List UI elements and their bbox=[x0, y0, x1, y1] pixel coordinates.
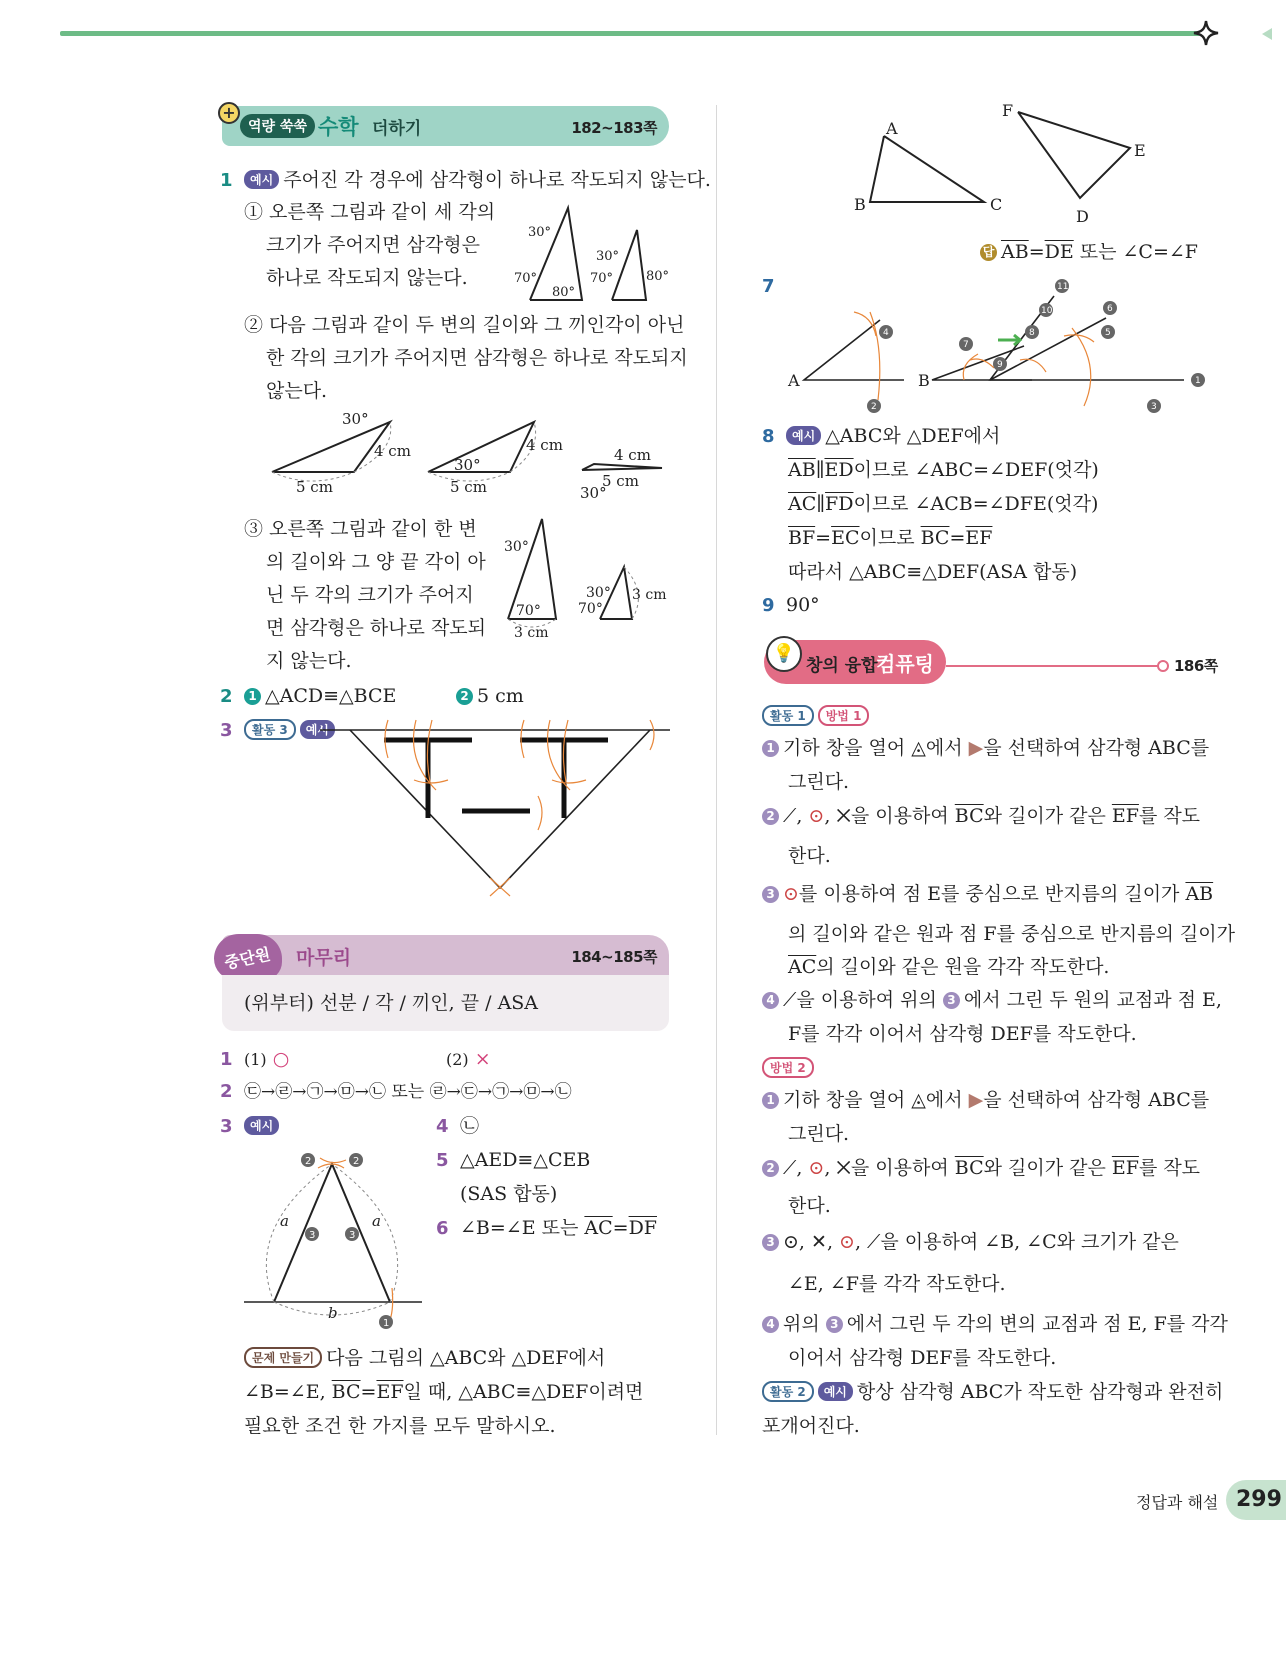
svg-text:70°: 70° bbox=[578, 601, 603, 617]
m1-step1: 1 기하 창을 열어 ◬에서 ▶을 선택하여 삼각형 ABC를 bbox=[762, 732, 1209, 764]
svg-text:3 cm: 3 cm bbox=[632, 587, 667, 603]
svg-text:5 cm: 5 cm bbox=[296, 478, 333, 496]
svg-text:8: 8 bbox=[1029, 328, 1035, 338]
m1-step3-line3: $\overline{AC}$의 길이와 같은 원을 각각 작도한다. bbox=[788, 956, 1110, 978]
q8-line5: 따라서 △ABC≡△DEF(ASA 합동) bbox=[788, 561, 1078, 583]
m1-step3: 3 ⊙를 이용하여 점 E를 중심으로 반지름의 길이가 $\overline{AB}$ bbox=[762, 878, 1213, 910]
svg-text:70°: 70° bbox=[590, 271, 614, 286]
compass-icon: ⊙ bbox=[839, 1231, 855, 1253]
case1-line3: 하나로 작도되지 않는다. bbox=[266, 267, 468, 289]
make-problem-line2: ∠B=∠E, $\overline{BC}=\overline{EF}$일 때, △ABC≡△DEF이려면 bbox=[244, 1381, 644, 1403]
question-9: 9 90° bbox=[762, 594, 820, 616]
case3-line1: ③ 오른쪽 그림과 같이 한 변 bbox=[244, 518, 477, 540]
example-tag: 예시 bbox=[244, 1116, 279, 1135]
svg-text:30°: 30° bbox=[586, 585, 611, 601]
compass-icon: ⊙ bbox=[808, 805, 825, 827]
review-q1-part2: (2) × bbox=[446, 1048, 491, 1070]
activity-method-tags: 활동 1 방법 1 bbox=[762, 700, 873, 732]
question-7: 7 bbox=[762, 276, 775, 297]
figure-angle-construction bbox=[784, 276, 1204, 416]
lightbulb-icon: 💡 bbox=[766, 636, 802, 672]
svg-text:B: B bbox=[918, 371, 930, 390]
figure-isosceles-construction bbox=[244, 1148, 424, 1338]
review-q4: 4 ㉡ bbox=[436, 1115, 480, 1137]
polygon-icon: ▶ bbox=[968, 737, 984, 759]
page-ref: 186쪽 bbox=[1174, 657, 1218, 675]
segment-icon: ⟋ bbox=[783, 989, 797, 1011]
svg-text:B: B bbox=[854, 195, 866, 214]
svg-text:3 cm: 3 cm bbox=[514, 625, 549, 641]
svg-text:2: 2 bbox=[871, 402, 877, 412]
m2-step4-line2: 이어서 삼각형 DEF를 작도한다. bbox=[788, 1347, 1057, 1369]
svg-text:11: 11 bbox=[1057, 282, 1069, 292]
answer-badge: 답 bbox=[980, 244, 997, 261]
m1-step2-line2: 한다. bbox=[788, 845, 831, 867]
m1-step4-line2: F를 각각 이어서 삼각형 DEF를 작도한다. bbox=[788, 1023, 1137, 1045]
svg-text:30°: 30° bbox=[504, 539, 529, 555]
figure-triangles-abc-def bbox=[850, 101, 1150, 226]
svg-text:1: 1 bbox=[1195, 376, 1201, 386]
case3-line3: 닌 두 각의 크기가 주어지 bbox=[266, 584, 474, 606]
page-ref: 184~185쪽 bbox=[571, 948, 657, 966]
summary-box bbox=[222, 975, 669, 1031]
svg-text:70°: 70° bbox=[514, 271, 538, 286]
svg-text:80°: 80° bbox=[552, 285, 576, 300]
example-tag: 예시 bbox=[300, 720, 335, 739]
svg-text:5 cm: 5 cm bbox=[450, 478, 487, 496]
svg-text:4: 4 bbox=[883, 328, 889, 338]
m2-step4: 4 위의 3 에서 그린 두 각의 변의 교점과 점 E, F를 각각 bbox=[762, 1308, 1228, 1340]
m2-step3-line2: ∠E, ∠F를 각각 작도한다. bbox=[788, 1273, 1006, 1295]
intersection-icon: ✕ bbox=[836, 805, 851, 827]
svg-text:3: 3 bbox=[349, 1230, 356, 1241]
question-3: 3 활동 3 예시 bbox=[220, 714, 339, 746]
svg-text:30°: 30° bbox=[454, 456, 481, 474]
figure-construction-face bbox=[320, 720, 670, 890]
m1-step4: 4 ⟋을 이용하여 위의 3 에서 그린 두 원의 교점과 점 E, bbox=[762, 984, 1222, 1016]
polygon-icon: ▶ bbox=[968, 1089, 984, 1111]
page-ref: 182~183쪽 bbox=[571, 119, 657, 137]
m2-step1-line2: 그린다. bbox=[788, 1123, 850, 1145]
case2-line2: 한 각의 크기가 주어지면 삼각형은 하나로 작도되지 bbox=[266, 347, 688, 369]
make-problem-line3: 필요한 조건 한 가지를 모두 말하시오. bbox=[244, 1415, 556, 1437]
tool-icon: ◬ bbox=[911, 1089, 926, 1111]
q8-line2: $\overline{AB}\parallel\overline{ED}$이므로 ∠ABC=∠DEF(엇각) bbox=[788, 459, 1099, 481]
figure-three-angles bbox=[508, 200, 678, 310]
svg-text:2: 2 bbox=[353, 1156, 360, 1167]
q8-line3: $\overline{AC}\parallel\overline{FD}$이므로 ∠ACB=∠DFE(엇각) bbox=[788, 493, 1099, 515]
m2-step3: 3 ⊙, ✕, ⊙, ⟋을 이용하여 ∠B, ∠C와 크기가 같은 bbox=[762, 1226, 1179, 1258]
review-q5-note: (SAS 합동) bbox=[460, 1183, 558, 1205]
svg-text:D: D bbox=[1076, 207, 1089, 226]
svg-text:1: 1 bbox=[383, 1318, 390, 1329]
column-divider bbox=[716, 105, 717, 1435]
svg-text:5: 5 bbox=[1105, 328, 1111, 338]
activity-tag: 활동 3 bbox=[244, 719, 296, 740]
svg-text:a: a bbox=[372, 1212, 381, 1230]
svg-text:70°: 70° bbox=[516, 603, 541, 619]
summary-text: (위부터) 선분 / 각 / 끼인, 끝 / ASA bbox=[244, 992, 539, 1014]
badge: 역량 쑥쑥 bbox=[240, 114, 315, 138]
case2-line3: 않는다. bbox=[266, 380, 328, 402]
svg-text:9: 9 bbox=[997, 360, 1003, 370]
sparkle-icon bbox=[1193, 20, 1219, 46]
answer-marker-1: 1 bbox=[244, 688, 261, 705]
example-tag: 예시 bbox=[244, 170, 279, 189]
question-2-part2: 2 5 cm bbox=[456, 680, 524, 712]
question-1: 1 예시 주어진 각 경우에 삼각형이 하나로 작도되지 않는다. bbox=[220, 169, 711, 191]
m2-step1: 1 기하 창을 열어 ◬에서 ▶을 선택하여 삼각형 ABC를 bbox=[762, 1084, 1209, 1116]
ray-icon: ⟋ bbox=[783, 805, 797, 827]
m1-step2: 2 ⟋, ⊙, ✕을 이용하여 $\overline{BC}$와 길이가 같은 $\overline{EF}$를 작도 bbox=[762, 800, 1200, 832]
circle-through-point-icon: ⊙ bbox=[783, 1231, 799, 1253]
title-math: 수학 bbox=[318, 115, 359, 139]
svg-text:6: 6 bbox=[1107, 304, 1113, 314]
ray-icon: ⟋ bbox=[783, 1157, 797, 1179]
top-rule bbox=[60, 31, 1200, 36]
m2-step2-line2: 한다. bbox=[788, 1195, 831, 1217]
svg-text:3: 3 bbox=[1151, 402, 1157, 412]
review-q1: 1 (1) ○ bbox=[220, 1048, 290, 1070]
svg-text:4 cm: 4 cm bbox=[374, 442, 411, 460]
svg-text:7: 7 bbox=[963, 340, 969, 350]
svg-text:30°: 30° bbox=[580, 484, 607, 502]
case3-line4: 면 삼각형은 하나로 작도되 bbox=[266, 617, 487, 639]
review-q3: 3 예시 bbox=[220, 1110, 283, 1142]
title-plus: 더하기 bbox=[372, 119, 422, 139]
question-8: 8 예시 △ABC와 △DEF에서 bbox=[762, 425, 1001, 447]
svg-text:A: A bbox=[788, 371, 800, 390]
answer-marker-2: 2 bbox=[456, 688, 473, 705]
case1-line2: 크기가 주어지면 삼각형은 bbox=[266, 234, 480, 256]
svg-text:4 cm: 4 cm bbox=[614, 446, 651, 464]
svg-text:C: C bbox=[990, 195, 1003, 214]
svg-text:A: A bbox=[886, 119, 898, 138]
review-q5: 5 △AED≡△CEB bbox=[436, 1149, 591, 1171]
method2-tag: 방법 2 bbox=[762, 1052, 818, 1084]
m2-step2: 2 ⟋, ⊙, ✕을 이용하여 $\overline{BC}$와 길이가 같은 $\overline{EF}$를 작도 bbox=[762, 1152, 1200, 1184]
activity2-line2: 포개어진다. bbox=[762, 1415, 860, 1437]
make-problem-tag: 문제 만들기 bbox=[244, 1347, 322, 1368]
section-banner-review bbox=[222, 935, 669, 975]
case1-line1: ① 오른쪽 그림과 같이 세 각의 bbox=[244, 201, 496, 223]
page-edge-tab bbox=[1262, 28, 1272, 40]
compass-icon: ⊙ bbox=[808, 1157, 825, 1179]
svg-text:30°: 30° bbox=[342, 410, 369, 428]
intersection-icon: ✕ bbox=[811, 1231, 827, 1253]
unit-badge: 중단원 bbox=[214, 934, 282, 980]
case3-line5: 지 않는다. bbox=[266, 650, 352, 672]
banner-rule-end bbox=[1157, 660, 1169, 672]
svg-text:b: b bbox=[328, 1304, 338, 1322]
page-number: 299 bbox=[1226, 1480, 1286, 1520]
svg-text:4 cm: 4 cm bbox=[526, 436, 563, 454]
section-banner-math-plus bbox=[222, 103, 669, 146]
svg-text:5 cm: 5 cm bbox=[602, 472, 639, 490]
footer-label: 정답과 해설 bbox=[1136, 1493, 1219, 1512]
question-2: 2 1 △ACD≡△BCE bbox=[220, 685, 397, 707]
figure-ssa-triangles bbox=[270, 410, 670, 500]
svg-text:2: 2 bbox=[305, 1156, 312, 1167]
q8-line4: $\overline{BF}=\overline{EC}$이므로 $\overline{BC}=\overline{EF}$ bbox=[788, 527, 993, 549]
figure-side-angle-triangles bbox=[500, 515, 680, 645]
svg-text:30°: 30° bbox=[528, 225, 552, 240]
case2-line1: ② 다음 그림과 같이 두 변의 길이와 그 끼인각이 아닌 bbox=[244, 314, 685, 336]
make-problem-line1: 문제 만들기 다음 그림의 △ABC와 △DEF에서 bbox=[244, 1342, 605, 1374]
tool-icon: ◬ bbox=[911, 737, 926, 759]
answer-line: 답 $\overline{AB}=\overline{DE}$ 또는 ∠C=∠F bbox=[980, 236, 1198, 268]
compass-icon: ⊙ bbox=[783, 883, 799, 905]
ray-icon: ⟋ bbox=[867, 1231, 881, 1253]
title-review: 마무리 bbox=[296, 947, 352, 969]
svg-text:10: 10 bbox=[1041, 306, 1053, 316]
example-tag: 예시 bbox=[786, 426, 821, 445]
m1-step3-line2: 의 길이와 같은 원과 점 F를 중심으로 반지름의 길이가 bbox=[788, 923, 1235, 945]
svg-text:30°: 30° bbox=[596, 249, 620, 264]
activity2-line1: 활동 2 예시 항상 삼각형 ABC가 작도한 삼각형과 완전히 bbox=[762, 1376, 1223, 1408]
svg-text:a: a bbox=[280, 1212, 289, 1230]
case3-line2: 의 길이와 그 양 끝 각이 아 bbox=[266, 551, 486, 573]
banner-rule bbox=[946, 665, 1160, 667]
svg-text:3: 3 bbox=[309, 1230, 316, 1241]
svg-text:80°: 80° bbox=[646, 269, 670, 284]
intersection-icon: ✕ bbox=[836, 1157, 851, 1179]
section-banner-computing: 💡 창의 융합 컴퓨팅 bbox=[764, 640, 946, 684]
svg-text:F: F bbox=[1002, 101, 1014, 120]
plus-icon: + bbox=[218, 102, 240, 124]
review-q2: 2 ㉢→㉣→㉠→㉤→㉡ 또는 ㉣→㉢→㉠→㉤→㉡ bbox=[220, 1081, 572, 1102]
svg-text:E: E bbox=[1134, 141, 1146, 160]
review-q6: 6 ∠B=∠E 또는 $\overline{AC}=\overline{DF}$ bbox=[436, 1217, 657, 1239]
m1-step1-line2: 그린다. bbox=[788, 771, 850, 793]
